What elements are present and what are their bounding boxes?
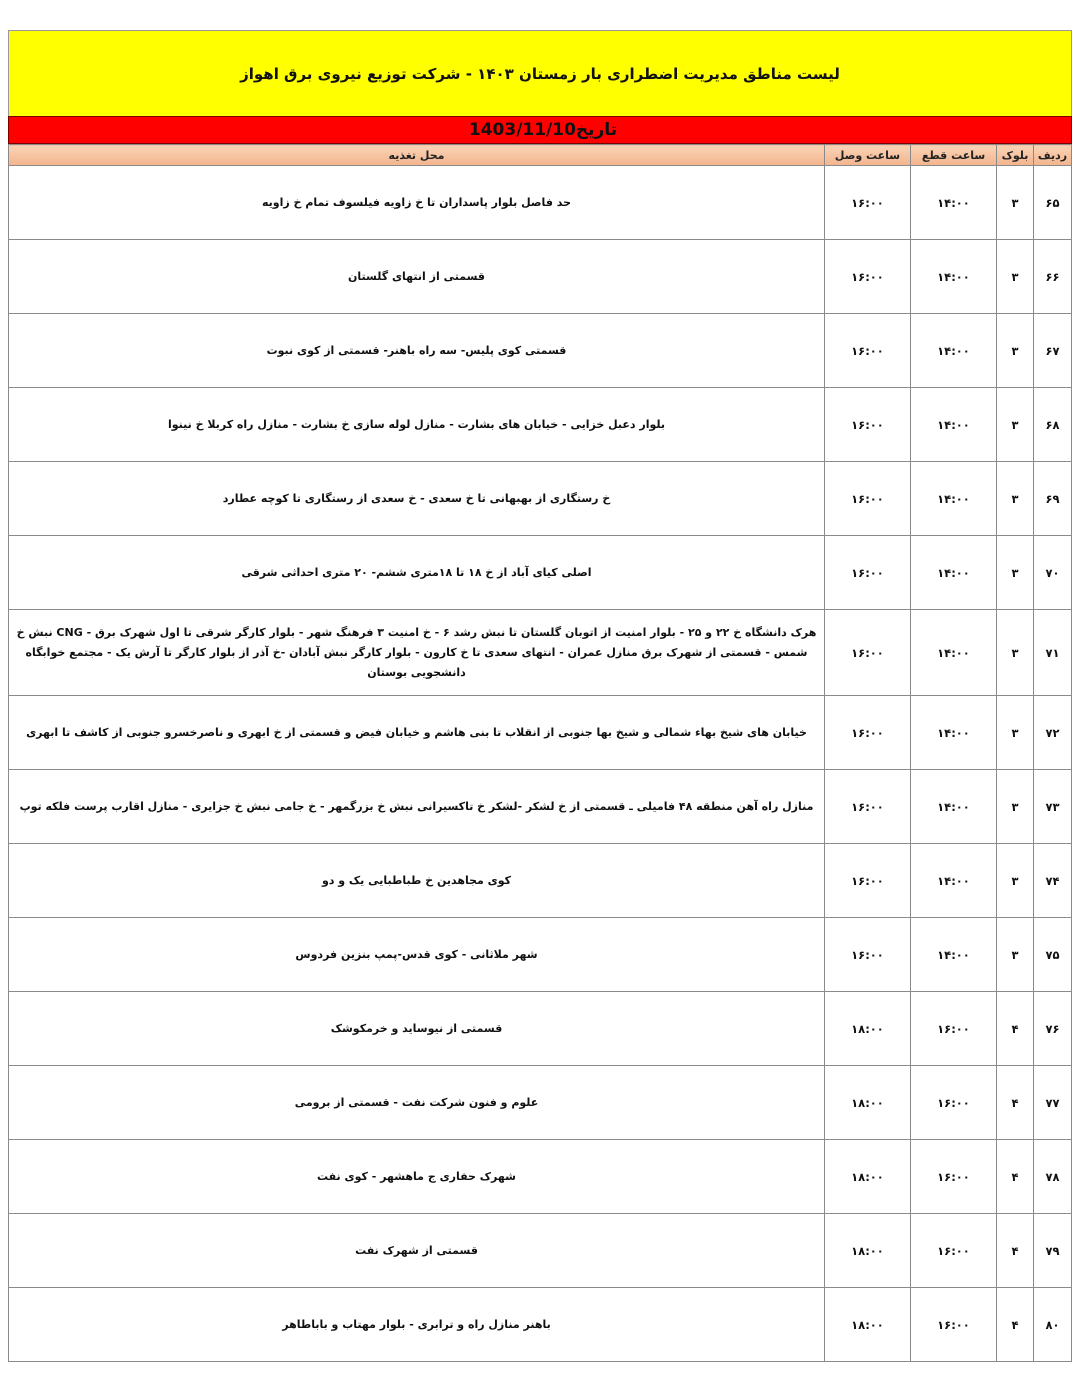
- table-row: [9, 992, 1072, 1066]
- block-cell: ۳: [997, 918, 1034, 992]
- cut-time-cell: ۱۶:۰۰: [911, 1288, 997, 1362]
- connect-time-cell: ۱۶:۰۰: [825, 166, 911, 240]
- header-row-number: ردیف: [1034, 145, 1072, 166]
- outage-schedule-sheet: [8, 30, 1072, 1362]
- table-row: [9, 1140, 1072, 1214]
- table-row: [9, 462, 1072, 536]
- connect-time-cell: ۱۸:۰۰: [825, 1288, 911, 1362]
- table-row: [9, 610, 1072, 696]
- block-cell: ۴: [997, 1214, 1034, 1288]
- cut-time-cell: ۱۴:۰۰: [911, 844, 997, 918]
- connect-time-cell: ۱۶:۰۰: [825, 610, 911, 696]
- table-row: [9, 240, 1072, 314]
- table-row: [9, 696, 1072, 770]
- connect-time-cell: ۱۶:۰۰: [825, 462, 911, 536]
- row-number-cell: ۷۶: [1034, 992, 1072, 1066]
- date-banner: [8, 116, 1072, 144]
- header-cut-time: ساعت قطع: [911, 145, 997, 166]
- row-number-cell: ۶۷: [1034, 314, 1072, 388]
- location-cell: علوم و فنون شرکت نفت - قسمتی از برومی: [9, 1066, 825, 1140]
- location-cell: شهر ملاثانی - کوی قدس-پمپ بنزین فردوس: [9, 918, 825, 992]
- cut-time-cell: ۱۴:۰۰: [911, 388, 997, 462]
- row-number-cell: ۶۶: [1034, 240, 1072, 314]
- date-value: 1403/11/10: [468, 120, 576, 140]
- location-cell: خیابان های شیخ بهاء شمالی و شیخ بها جنوبی از انقلاب تا بنی هاشم و خیابان فیض و قسمتی از خ ابهری و ناصرخسرو جنوبی از کاشف تا ابهری: [9, 696, 825, 770]
- location-cell: حد فاصل بلوار پاسداران تا خ زاویه فیلسوف تمام خ زاویه: [9, 166, 825, 240]
- connect-time-cell: ۱۶:۰۰: [825, 918, 911, 992]
- connect-time-cell: ۱۶:۰۰: [825, 240, 911, 314]
- row-number-cell: ۷۵: [1034, 918, 1072, 992]
- location-cell: منازل راه آهن منطقه ۴۸ فامیلی ـ قسمتی از خ لشکر -لشکر خ تاکسیرانی نبش خ بزرگمهر - خ جامی نبش خ جزایری - منازل اقارب پرست فلکه توپ: [9, 770, 825, 844]
- cut-time-cell: ۱۴:۰۰: [911, 696, 997, 770]
- connect-time-cell: ۱۸:۰۰: [825, 992, 911, 1066]
- cut-time-cell: ۱۶:۰۰: [911, 992, 997, 1066]
- cut-time-cell: ۱۴:۰۰: [911, 536, 997, 610]
- connect-time-cell: ۱۶:۰۰: [825, 388, 911, 462]
- connect-time-cell: ۱۸:۰۰: [825, 1140, 911, 1214]
- location-cell: قسمتی کوی پلیس- سه راه باهنر- قسمتی از کوی نبوت: [9, 314, 825, 388]
- location-cell: شهرک حفاری ج ماهشهر - کوی نفت: [9, 1140, 825, 1214]
- row-number-cell: ۷۷: [1034, 1066, 1072, 1140]
- row-number-cell: ۶۸: [1034, 388, 1072, 462]
- row-number-cell: ۶۵: [1034, 166, 1072, 240]
- location-cell: کوی مجاهدین خ طباطبایی یک و دو: [9, 844, 825, 918]
- location-cell: هرک دانشگاه خ ۲۲ و ۲۵ - بلوار امنیت از اتوبان گلستان تا نبش رشد ۶ - خ امنیت ۳ فرهنگ شهر - بلوار کارگر شرقی تا اول شهرک برق - CNG نبش خ شمس - قسمتی از شهرک برق منازل عمران - انتهای سعدی تا خ کارون - بلوار کارگر نبش آبادان -خ آذر از بلوار کارگر تا آرش یک - مجتمع خوابگاه دانشجویی بوستان: [9, 610, 825, 696]
- header-location: محل تغذیه: [9, 145, 825, 166]
- block-cell: ۳: [997, 770, 1034, 844]
- block-cell: ۳: [997, 388, 1034, 462]
- block-cell: ۳: [997, 844, 1034, 918]
- connect-time-cell: ۱۶:۰۰: [825, 696, 911, 770]
- cut-time-cell: ۱۶:۰۰: [911, 1214, 997, 1288]
- connect-time-cell: ۱۸:۰۰: [825, 1066, 911, 1140]
- block-cell: ۴: [997, 1288, 1034, 1362]
- location-cell: قسمتی از شهرک نفت: [9, 1214, 825, 1288]
- row-number-cell: ۷۱: [1034, 610, 1072, 696]
- block-cell: ۳: [997, 314, 1034, 388]
- page-title-text: لیست مناطق مدیریت اضطراری بار زمستان ۱۴۰۳ - شرکت توزیع نیروی برق اهواز: [240, 64, 840, 83]
- row-number-cell: ۷۳: [1034, 770, 1072, 844]
- row-number-cell: ۷۴: [1034, 844, 1072, 918]
- header-connect-time: ساعت وصل: [825, 145, 911, 166]
- outage-table: [8, 144, 1072, 1362]
- table-row: [9, 770, 1072, 844]
- connect-time-cell: ۱۶:۰۰: [825, 844, 911, 918]
- location-cell: اصلی کیای آباد از خ ۱۸ تا ۱۸متری ششم- ۲۰ متری احداثی شرقی: [9, 536, 825, 610]
- cut-time-cell: ۱۶:۰۰: [911, 1140, 997, 1214]
- block-cell: ۳: [997, 610, 1034, 696]
- header-block: بلوک: [997, 145, 1034, 166]
- cut-time-cell: ۱۴:۰۰: [911, 166, 997, 240]
- cut-time-cell: ۱۴:۰۰: [911, 462, 997, 536]
- cut-time-cell: ۱۴:۰۰: [911, 314, 997, 388]
- page-title: [8, 30, 1072, 116]
- row-number-cell: ۷۸: [1034, 1140, 1072, 1214]
- location-cell: قسمتی از نیوساید و خرمکوشک: [9, 992, 825, 1066]
- table-header-row: [9, 145, 1072, 166]
- block-cell: ۳: [997, 462, 1034, 536]
- location-cell: بلوار دعبل خزایی - خیابان های بشارت - منازل لوله سازی خ بشارت - منازل راه کربلا خ نینوا: [9, 388, 825, 462]
- row-number-cell: ۸۰: [1034, 1288, 1072, 1362]
- location-cell: قسمتی از انتهای گلستان: [9, 240, 825, 314]
- table-row: [9, 166, 1072, 240]
- connect-time-cell: ۱۶:۰۰: [825, 314, 911, 388]
- table-row: [9, 844, 1072, 918]
- block-cell: ۳: [997, 166, 1034, 240]
- block-cell: ۳: [997, 240, 1034, 314]
- table-row: [9, 918, 1072, 992]
- table-body: [9, 166, 1072, 1362]
- block-cell: ۴: [997, 992, 1034, 1066]
- date-label: تاریخ: [575, 120, 618, 140]
- table-row: [9, 1214, 1072, 1288]
- table-row: [9, 388, 1072, 462]
- row-number-cell: ۷۰: [1034, 536, 1072, 610]
- block-cell: ۴: [997, 1140, 1034, 1214]
- block-cell: ۳: [997, 536, 1034, 610]
- table-row: [9, 1066, 1072, 1140]
- table-row: [9, 1288, 1072, 1362]
- connect-time-cell: ۱۶:۰۰: [825, 536, 911, 610]
- cut-time-cell: ۱۴:۰۰: [911, 240, 997, 314]
- block-cell: ۴: [997, 1066, 1034, 1140]
- connect-time-cell: ۱۶:۰۰: [825, 770, 911, 844]
- table-row: [9, 536, 1072, 610]
- cut-time-cell: ۱۴:۰۰: [911, 770, 997, 844]
- row-number-cell: ۷۲: [1034, 696, 1072, 770]
- block-cell: ۳: [997, 696, 1034, 770]
- location-cell: باهنر منازل راه و ترابری - بلوار مهتاب و باباطاهر: [9, 1288, 825, 1362]
- cut-time-cell: ۱۶:۰۰: [911, 1066, 997, 1140]
- row-number-cell: ۷۹: [1034, 1214, 1072, 1288]
- cut-time-cell: ۱۴:۰۰: [911, 918, 997, 992]
- location-cell: خ رستگاری از بهبهانی تا خ سعدی - خ سعدی از رستگاری تا کوچه عطارد: [9, 462, 825, 536]
- cut-time-cell: ۱۴:۰۰: [911, 610, 997, 696]
- table-row: [9, 314, 1072, 388]
- connect-time-cell: ۱۸:۰۰: [825, 1214, 911, 1288]
- row-number-cell: ۶۹: [1034, 462, 1072, 536]
